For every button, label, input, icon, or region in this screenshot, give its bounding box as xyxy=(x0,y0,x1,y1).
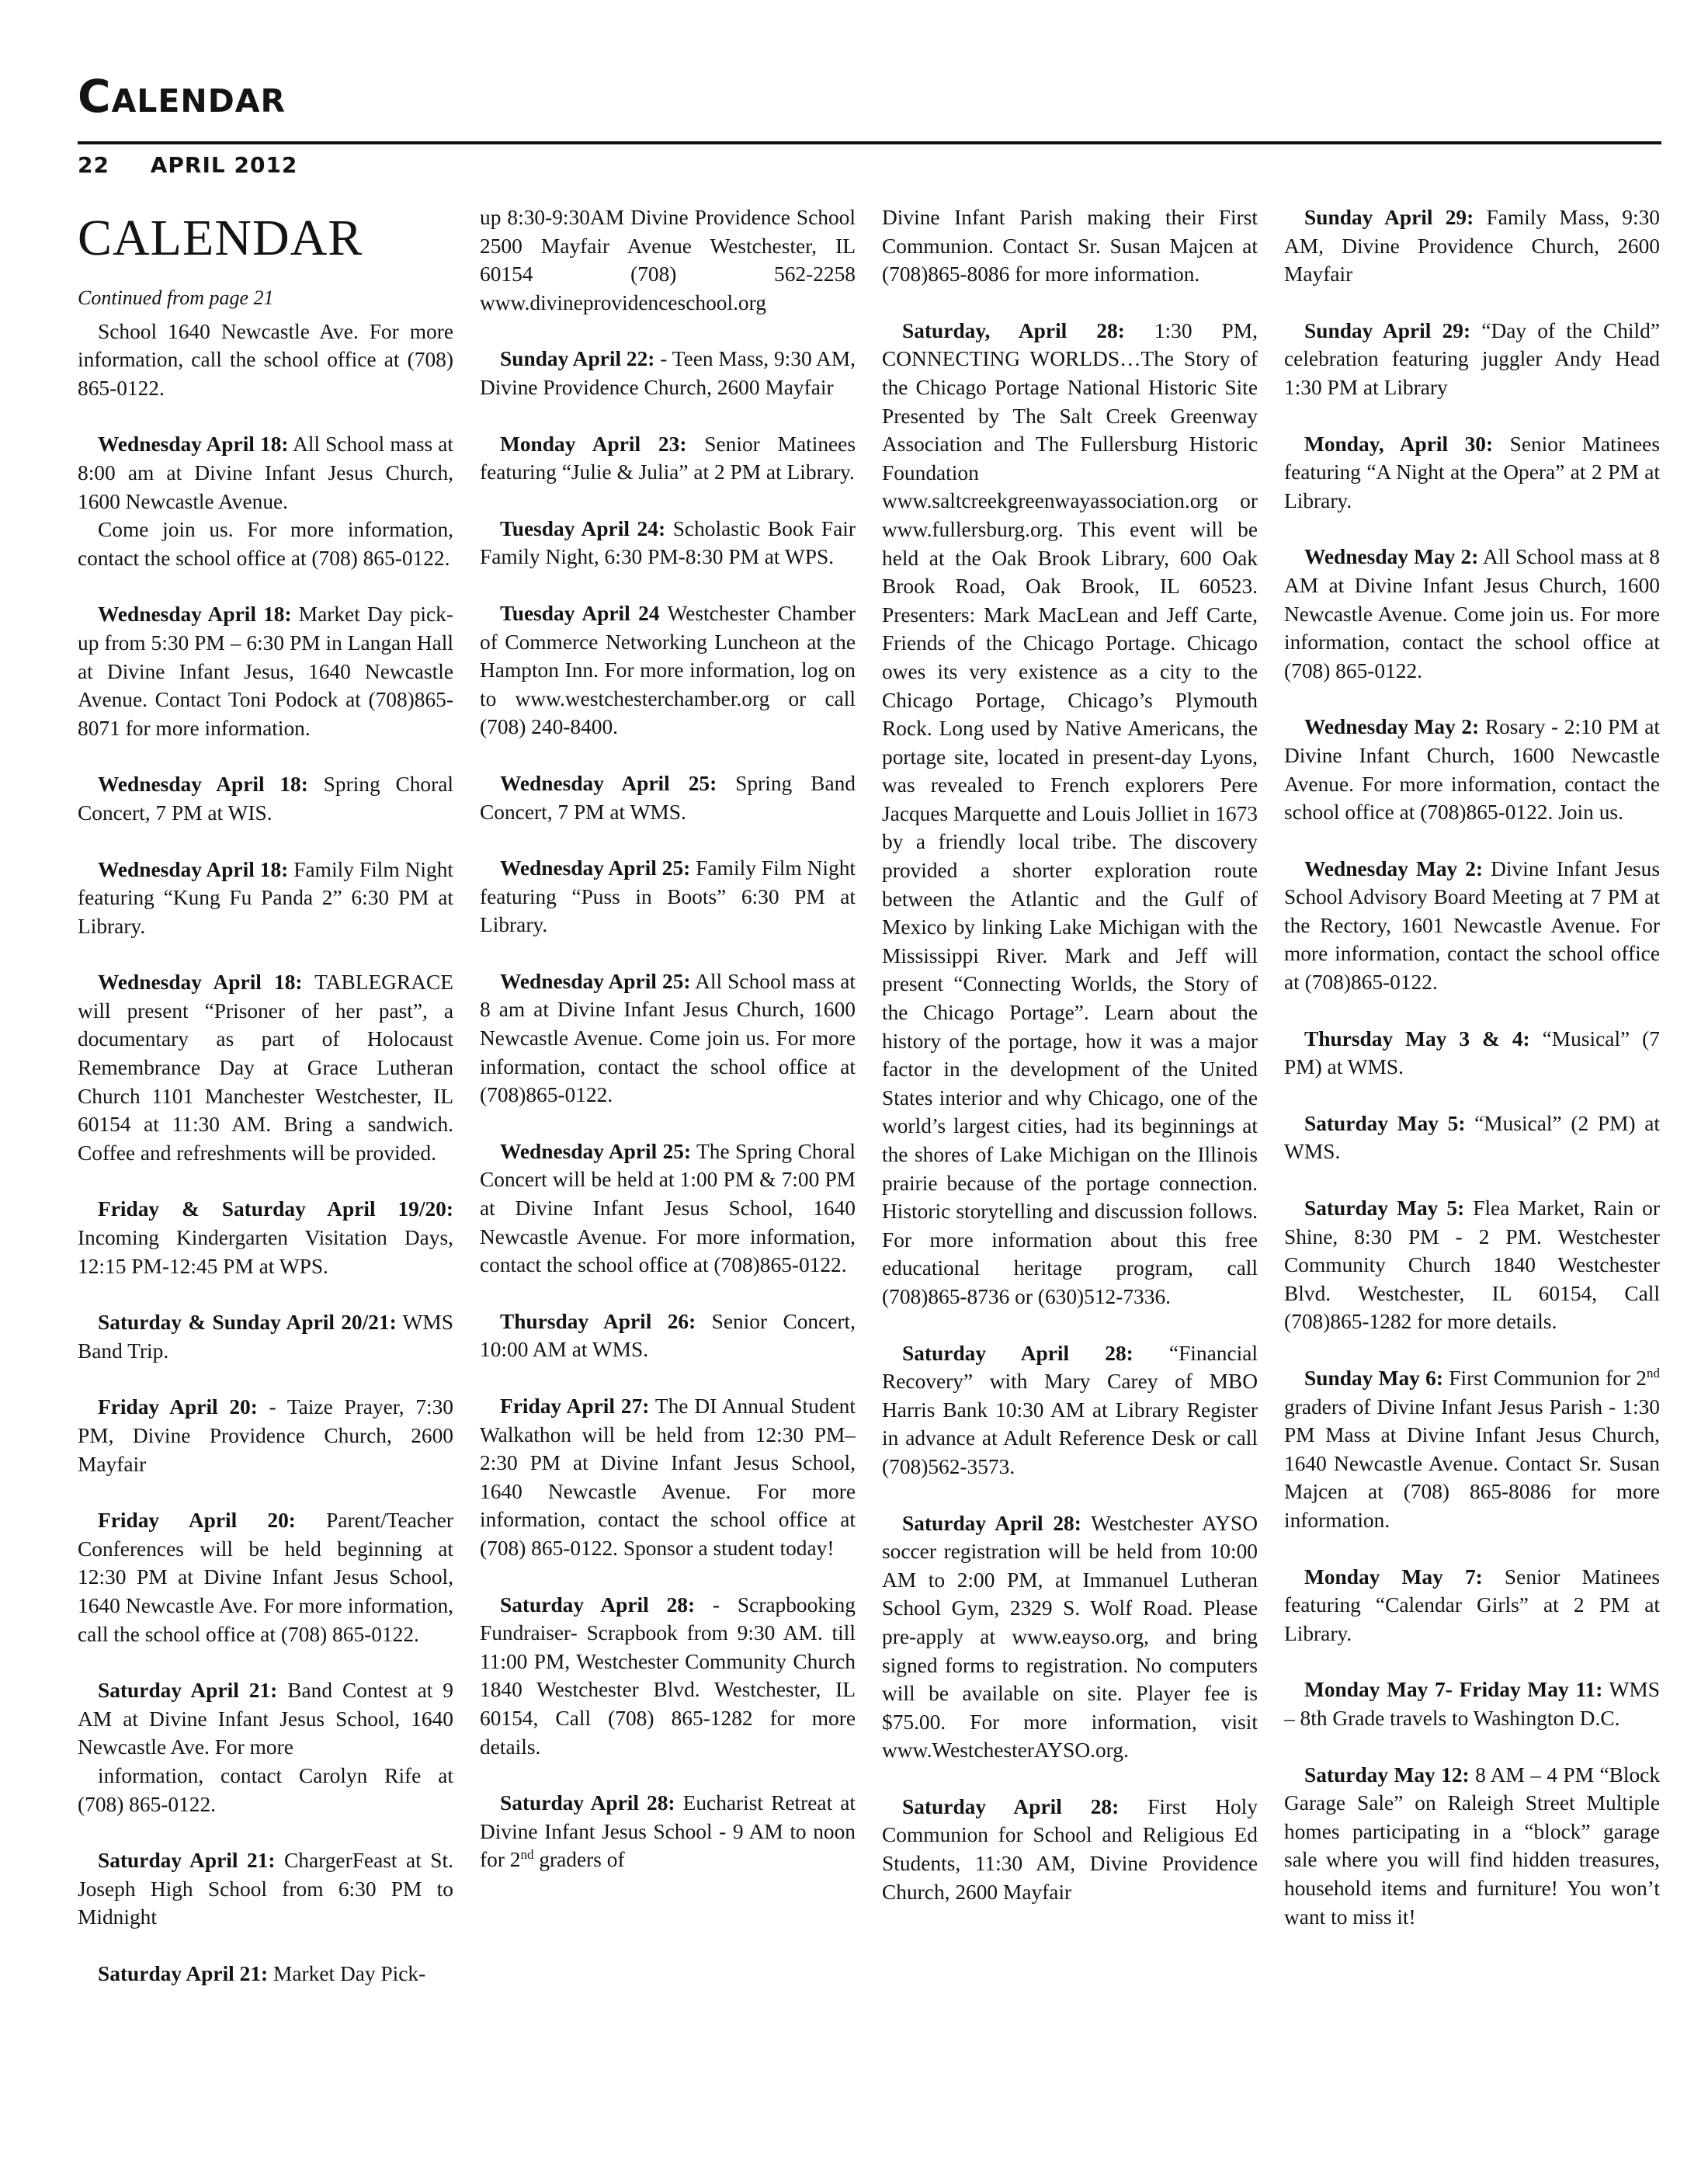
calendar-entry: Saturday & Sunday April 20/21: WMS Band Trip. xyxy=(78,1311,453,1363)
calendar-entry: Friday & Saturday April 19/20: Incoming Kindergarten Visitation Days, 12:15 PM-12:45 PM at WPS. xyxy=(78,1197,453,1278)
calendar-entry: Saturday April 21: ChargerFeast at St. Joseph High School from 6:30 PM to Midnight xyxy=(78,1849,453,1929)
calendar-entry: Wednesday April 18: Family Film Night featuring “Kung Fu Panda 2” 6:30 PM at Library. xyxy=(78,857,453,938)
intro-paragraph: School 1640 Newcastle Ave. For more information, call the school office at (708) 865-0122. xyxy=(78,319,453,400)
column-3 xyxy=(882,203,1258,2121)
calendar-entry: Saturday May 12: 8 AM – 4 PM “Block Garage Sale” on Raleigh Street Multiple homes participating in a “block” garage sale where you will find hidden treasures, household items and furniture! You won’t want to miss it! xyxy=(1284,1762,1660,1929)
calendar-entry: Sunday May 6: First Communion for 2nd graders of Divine Infant Jesus Parish - 1:30 PM Mass at Divine Infant Jesus Church, 1640 Newcastle Avenue. Contact Sr. Susan Majcen at (708) 865-8086 for more information. xyxy=(1284,1365,1660,1532)
calendar-entry: Friday April 20: - Taize Prayer, 7:30 PM, Divine Providence Church, 2600 Mayfair xyxy=(78,1395,453,1476)
calendar-entry: Saturday April 21: Band Contest at 9 AM at Divine Infant Jesus School, 1640 Newcastle Ave. For more information, contact Carolyn Rife at (708) 865-0122. xyxy=(78,1679,453,1816)
calendar-entry: Saturday, April 28: 1:30 PM, CONNECTING WORLDS…The Story of the Chicago Portage National Historic Site Presented by The Salt Creek Greenway Association and The Fullersburg Historic Foundation www.saltcreekgreenwayassociation.org or www.fullersburg.org. This event will be held at the Oak Brook Library, 600 Oak Brook Road, Oak Brook, IL 60523. Presenters: Mark MacLean and Jeff Carte, Friends of the Chicago Portage. Chicago owes its very existence as a city to the Chicago Portage, Chicago’s Plymouth Rock. Long used by Native Americans, the portage site, located in present-day Lyons, was revealed to French explorers Pere Jacques Marquette and Louis Jolliet in 1673 by a friendly local tribe. The discovery provided a shorter exploration route between the Atlantic and the Gulf of Mexico by linking Lake Michigan with the Mississippi River. Mark and Jeff will present “Connecting Worlds, the Story of the Chicago Portage”. Learn about the history of the portage, how it was a major factor in the development of the United States interior and why Chicago, one of the world’s largest cities, had its beginnings at the shores of Lake Michigan on the Illinois prairie because of the portage connection. Historic storytelling and discussion follows. For more information about this free educational heritage program, call (708)865-8736 or (630)512-7336. xyxy=(882,318,1258,1308)
calendar-entry: Monday May 7: Senior Matinees featuring “Calendar Girls” at 2 PM at Library. xyxy=(1284,1565,1660,1645)
column-4 xyxy=(1284,203,1660,2121)
calendar-entry: Monday April 23: Senior Matinees featuring “Julie & Julia” at 2 PM at Library. xyxy=(480,432,856,484)
calendar-entry: Sunday April 22: - Teen Mass, 9:30 AM, Divine Providence Church, 2600 Mayfair xyxy=(480,347,856,399)
calendar-entry: Saturday April 28: Westchester AYSO soccer registration will be held from 10:00 AM to 2:00 PM, at Immanuel Lutheran School Gym, 2329 S. Wolf Road. Please pre-apply at www.eayso.org, and bring signed forms to registration. No computers will be available on site. Player fee is $75.00. For more information, visit www.WestchesterAYSO.org. xyxy=(882,1511,1258,1762)
section-title: Calendar xyxy=(78,70,286,123)
calendar-entry: Saturday April 28: - Scrapbooking Fundraiser- Scrapbook from 9:30 AM. till 11:00 PM, Westchester Community Church 1840 Westchester Blvd. Westchester, IL 60154, Call (708) 865-1282 for more details. xyxy=(480,1592,856,1759)
calendar-heading: CALENDAR xyxy=(78,210,363,266)
calendar-entry: Saturday April 21: Market Day Pick- xyxy=(98,1961,426,1985)
calendar-entry: Wednesday April 25: Spring Band Concert, 7 PM at WMS. xyxy=(480,771,856,824)
calendar-entry: Wednesday April 18: TABLEGRACE will present “Prisoner of her past”, a documentary as part of Holocaust Remembrance Day at Grace Lutheran Church 1101 Manchester Westchester, IL 60154 at 11:30 AM. Bring a sandwich. Coffee and refreshments will be provided. xyxy=(78,971,453,1165)
calendar-entry: Wednesday May 2: All School mass at 8 AM at Divine Infant Jesus Church, 1600 Newcastle Avenue. Come join us. For more information, contact the school office at (708) 865-0122. xyxy=(1284,545,1660,682)
page-number: 22 xyxy=(78,152,109,178)
continued-entry: up 8:30-9:30AM Divine Providence School 2500 Mayfair Avenue Westchester, IL 60154 (708) 562-2258 www.divineprovidenceschool.org xyxy=(480,206,856,314)
page-header xyxy=(78,70,1661,178)
calendar-entry: Saturday April 28: Eucharist Retreat at Divine Infant Jesus School - 9 AM to noon for 2nd graders of xyxy=(480,1791,856,1872)
calendar-entry: Wednesday April 25: The Spring Choral Concert will be held at 1:00 PM & 7:00 PM at Divine Infant Jesus School, 1640 Newcastle Avenue. For more information, contact the school office at (708)865-0122. xyxy=(480,1139,856,1277)
calendar-entry: Tuesday April 24 Westchester Chamber of Commerce Networking Luncheon at the Hampton Inn. For more information, log on to www.westchesterchamber.org or call (708) 240-8400. xyxy=(480,601,856,739)
header-rule xyxy=(78,141,1661,144)
continued-entry: Divine Infant Parish making their First Communion. Contact Sr. Susan Majcen at (708)865-8086 for more information. xyxy=(882,206,1258,287)
calendar-entry: Friday April 27: The DI Annual Student Walkathon will be held from 12:30 PM– 2:30 PM at Divine Infant Jesus School, 1640 Newcastle Avenue. For more information, contact the school office at (708) 865-0122. Sponsor a student today! xyxy=(480,1394,856,1560)
calendar-entry: Saturday April 28: “Financial Recovery” with Mary Carey of MBO Harris Bank 10:30 AM at Library Register in advance at Adult Reference Desk or call (708)562-3573. xyxy=(882,1341,1258,1478)
calendar-entry: Sunday April 29: “Day of the Child” celebration featuring juggler Andy Head 1:30 PM at Library xyxy=(1284,318,1660,399)
issue-date: APRIL 2012 xyxy=(150,152,298,178)
calendar-entry: Thursday April 26: Senior Concert, 10:00 AM at WMS. xyxy=(480,1309,856,1362)
calendar-entry: Wednesday April 18: Market Day pick-up from 5:30 PM – 6:30 PM in Langan Hall at Divine Infant Jesus, 1640 Newcastle Avenue. Contact Toni Podock at (708)865-8071 for more information. xyxy=(78,603,453,740)
column-1 xyxy=(78,203,453,2121)
calendar-entry: Wednesday April 25: All School mass at 8 am at Divine Infant Jesus Church, 1600 Newcastle Avenue. Come join us. For more information, contact the school office at (708)865-0122. xyxy=(480,969,856,1107)
calendar-entry: Thursday May 3 & 4: “Musical” (7 PM) at WMS. xyxy=(1284,1026,1660,1079)
calendar-entry: Wednesday May 2: Rosary - 2:10 PM at Divine Infant Church, 1600 Newcastle Avenue. For more information, contact the school office at (708)865-0122. Join us. xyxy=(1284,715,1660,825)
calendar-entry: Wednesday May 2: Divine Infant Jesus School Advisory Board Meeting at 7 PM at the Rectory, 1601 Newcastle Avenue. For more information, contact the school office at (708)865-0122. xyxy=(1284,856,1660,995)
column-2 xyxy=(480,203,856,2121)
calendar-entry: Saturday May 5: Flea Market, Rain or Shine, 8:30 PM - 2 PM. Westchester Community Church 1840 Westchester Blvd. Westchester, IL 60154, Call (708)865-1282 for more details. xyxy=(1284,1196,1660,1334)
calendar-entry: Tuesday April 24: Scholastic Book Fair Family Night, 6:30 PM-8:30 PM at WPS. xyxy=(480,516,856,569)
calendar-entry: Monday, April 30: Senior Matinees featuring “A Night at the Opera” at 2 PM at Library. xyxy=(1284,432,1660,512)
calendar-entry: Saturday April 28: First Holy Communion for School and Religious Ed Students, 11:30 AM, Divine Providence Church, 2600 Mayfair xyxy=(882,1794,1258,1904)
calendar-entry: Wednesday April 25: Family Film Night featuring “Puss in Boots” 6:30 PM at Library. xyxy=(480,856,856,937)
folio xyxy=(78,152,297,178)
calendar-entry: Sunday April 29: Family Mass, 9:30 AM, Divine Providence Church, 2600 Mayfair xyxy=(1284,206,1660,287)
calendar-entry: Monday May 7- Friday May 11: WMS – 8th Grade travels to Washington D.C. xyxy=(1284,1678,1660,1730)
calendar-entry: Wednesday April 18: Spring Choral Concert, 7 PM at WIS. xyxy=(78,773,453,825)
calendar-entry: Saturday May 5: “Musical” (2 PM) at WMS. xyxy=(1284,1111,1660,1164)
continued-note: Continued from page 21 xyxy=(78,287,274,309)
calendar-entry: Friday April 20: Parent/Teacher Conferences will be held beginning at 12:30 PM at Divine Infant Jesus School, 1640 Newcastle Ave. For more information, call the school office at (708) 865-0122. xyxy=(78,1509,453,1646)
calendar-entry: Wednesday April 18: All School mass at 8:00 am at Divine Infant Jesus Church, 1600 Newcastle Avenue. Come join us. For more information, contact the school office at (708) 865-0122. xyxy=(78,432,453,570)
